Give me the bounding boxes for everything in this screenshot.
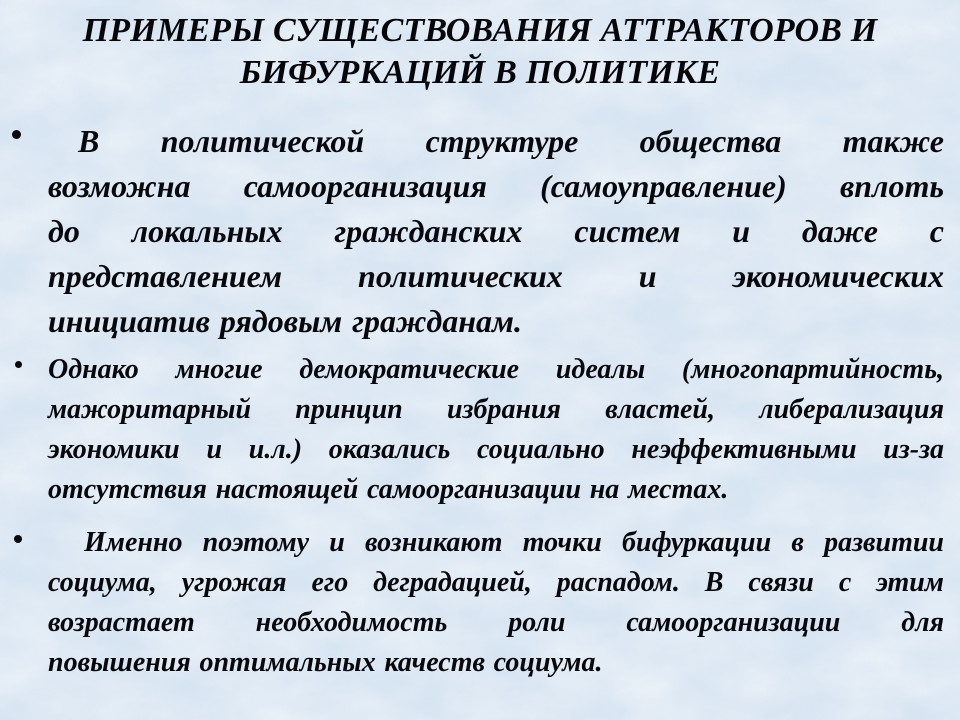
- bullet-icon: [15, 361, 22, 368]
- text-line: возрастает необходимость роли самоорганизации для: [48, 607, 944, 638]
- text-line: Однако многие демократические идеалы (многопартийность,: [48, 354, 944, 385]
- bullet-icon: [12, 130, 21, 139]
- title-line-2: БИФУРКАЦИЙ В ПОЛИТИКЕ: [239, 54, 721, 91]
- text-line: мажоритарный принцип избрания властей, либерализация: [48, 394, 944, 425]
- text-line: В политической структуре общества также: [78, 123, 944, 159]
- bullet-point-1: [48, 119, 944, 344]
- text-line: экономики и и.л.) оказались социально неэффективными из-за: [48, 434, 944, 465]
- bullet-icon: [14, 535, 22, 543]
- text-line: Именно поэтому и возникают точки бифуркации в развитии: [84, 527, 944, 558]
- bullet-point-2: [48, 350, 944, 510]
- text-line: повышения оптимальных качеств социума.: [48, 647, 603, 678]
- text-line: отсутствия настоящей самоорганизации на местах.: [48, 474, 729, 505]
- title-line-1: ПРИМЕРЫ СУЩЕСТВОВАНИЯ АТТРАКТОРОВ И: [82, 12, 878, 49]
- text-line: возможна самоорганизация (самоуправление) вплоть: [48, 168, 944, 204]
- text-line: инициатив рядовым гражданам.: [48, 303, 522, 339]
- bullet-point-3: [48, 523, 944, 683]
- text-line: представлением политических и экономических: [48, 258, 944, 294]
- text-line: социума, угрожая его деградацией, распадом. В связи с этим: [48, 567, 944, 598]
- text-line: до локальных гражданских систем и даже с: [48, 213, 944, 249]
- slide-title: [32, 10, 928, 94]
